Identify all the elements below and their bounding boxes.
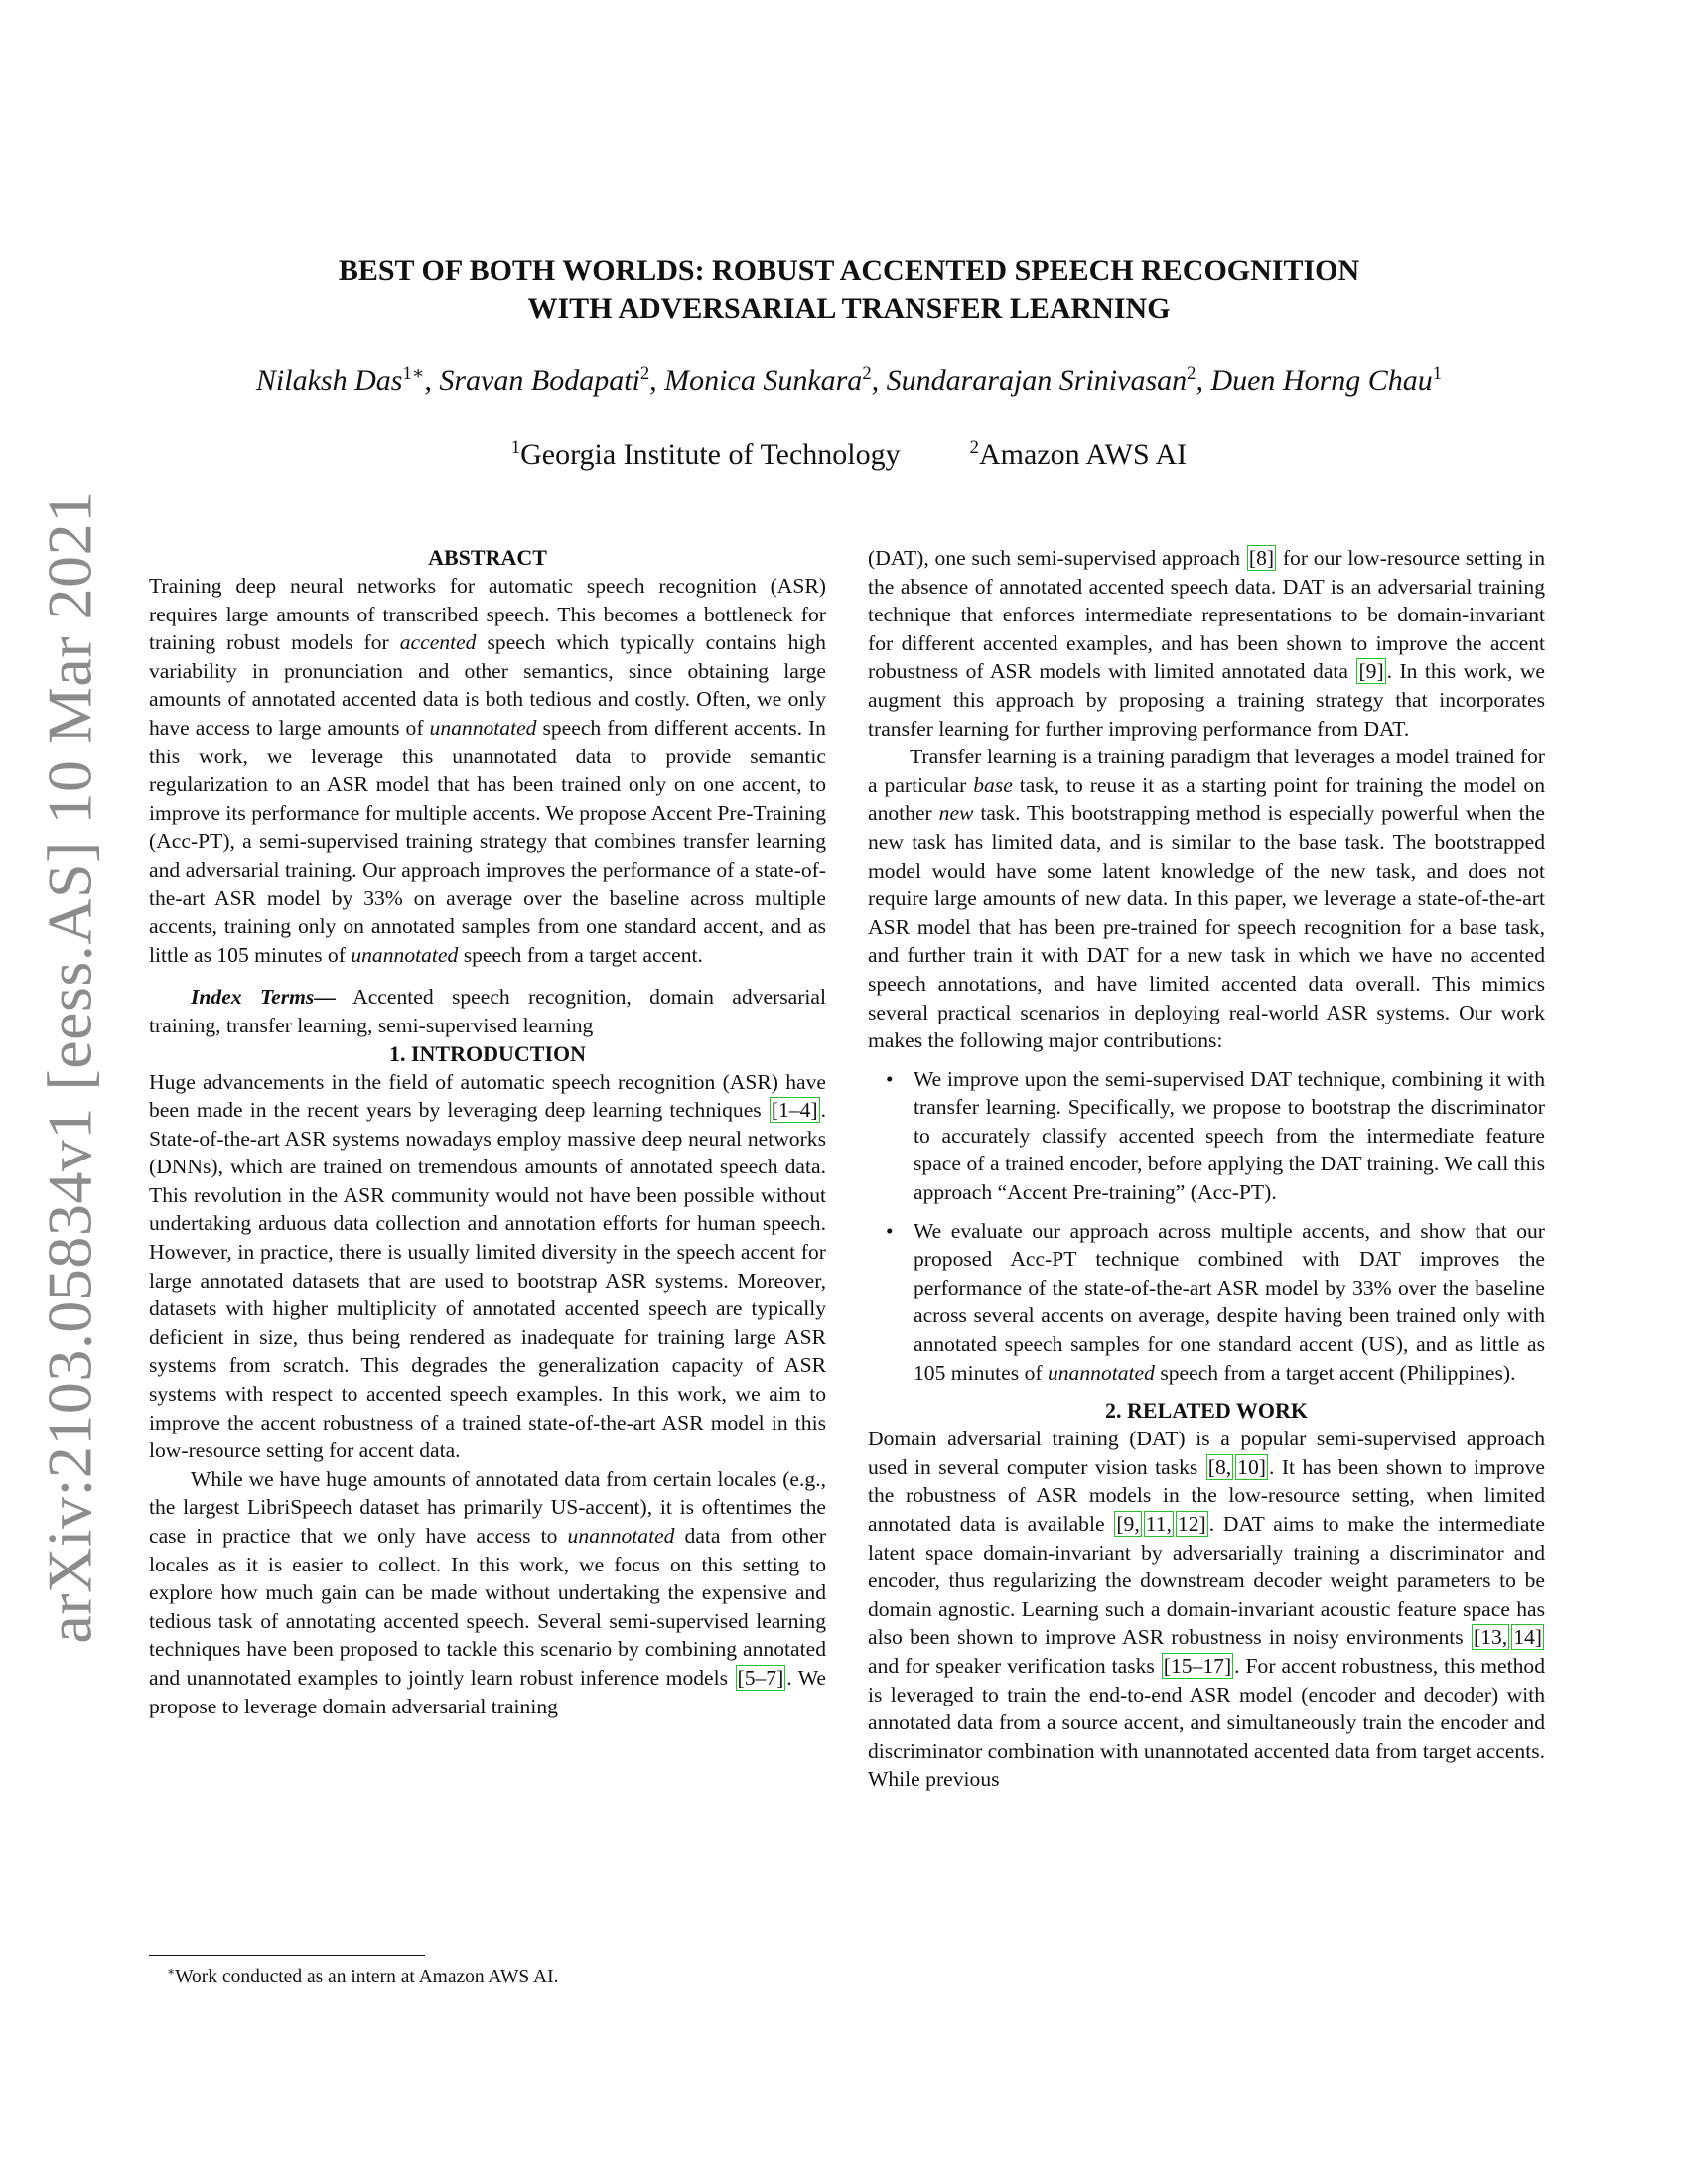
author-name: Monica Sunkara [664,364,863,397]
index-terms [149,983,826,1039]
citation-link[interactable]: [9] [1358,659,1384,684]
abstract-heading: ABSTRACT [428,545,547,570]
citation-link[interactable]: [15–17] [1163,1653,1232,1678]
citation-link[interactable]: 11, [1145,1512,1172,1536]
citation-link[interactable]: [5–7] [737,1665,784,1690]
contribution-list [868,1065,1545,1388]
citation-link[interactable]: [8, [1207,1454,1232,1479]
left-column [149,544,826,1720]
intro-paragraph-4: Transfer learning is a training paradigm that leverages a model trained for a particular base task, to reuse it as a starting point for training the model on another new task. This bootstrapping method is especially powerful when the new task has limited data, and is similar to the base task. The bootstrapped model would have some latent knowledge of the new task, and does not require large amounts of new data. In this paper, we leverage a state-of-the-art ASR model that has been pre-trained for speech recognition for a base task, and further train it with DAT for a new task in which we have no accented speech annotations, and have limited accented data overall. This mimics several practical scenarios in deploying real-world ASR systems. Our work makes the following major contributions: [868,745,1545,1053]
author-mark: 2 [862,363,872,384]
index-terms-label: Index Terms— [191,985,336,1010]
author-mark: 2 [639,363,650,384]
right-column [868,544,1545,1794]
author-name: Sravan Bodapati [439,364,640,397]
arxiv-identifier-text: arXiv:2103.05834v1 [eess.AS] 10 Mar 2021 [35,490,105,1644]
affiliation-name: Amazon AWS AI [978,438,1188,471]
author-name: Nilaksh Das [255,364,403,397]
related-work-paragraph: Domain adversarial training (DAT) is a popular semi-supervised approach used in several computer vision tasks [8, 10] . It has been shown to improve the robustness of ASR models in the low-resource setting, when limited annotated data is available [9, 11, 12] . DAT aims to make the intermediate latent space domain-invariant by adversarially training a discriminator and encoder, thus regularizing the downstream decoder weight parameters to be domain agnostic. Learning such a domain-invariant acoustic feature space has also been shown to improve ASR robustness in noisy environments [13, 14] and for speaker verification tasks [15–17] . For accent robustness, this method is leveraged to train the end-to-end ASR model (encoder and decoder) with annotated data from a source accent, and simultaneously train the encoder and discriminator combination with unannotated accented data from target accents. While previous [868,1427,1545,1792]
footnote-divider [149,1955,425,1956]
intro-paragraph-1: Huge advancements in the field of automatic speech recognition (ASR) have been made in the recent years by leveraging deep learning techniques [1–4] . State-of-the-art ASR systems nowadays employ massive deep neural networks (DNNs), which are trained on tremendous amounts of annotated speech data. This revolution in the ASR community would not have been possible without undertaking arduous data collection and annotation efforts for human speech. However, in practice, there is usually limited diversity in the speech accent for large annotated datasets that are used to bootstrap ASR systems. Moreover, datasets with higher multiplicity of annotated accented speech are typically deficient in size, thus being rendered as inadequate for training large ASR systems from scratch. This degrades the generalization capacity of ASR systems with respect to accented speech examples. In this work, we aim to improve the accent robustness of a trained state-of-the-art ASR model in this low-resource setting for accent data. [149,1069,826,1463]
affiliation-list [149,435,1549,475]
contribution-item: • We evaluate our approach across multiple accents, and show that our proposed Acc-PT technique combined with DAT improves the performance of the state-of-the-art ASR model by 33% over the baseline across several accents on average, despite having been trained only with annotated speech samples for one standard accent (US), and as little as 105 minutes of unannotated speech from a target accent (Philippines). [914,1217,1545,1388]
intro-paragraph-3: (DAT), one such semi-supervised approach [8] for our low-resource setting in the absence of annotated accented speech data. DAT is an adversarial training technique that enforces intermediate representations to be domain-invariant for different accented examples, and has been shown to improve the accent robustness of ASR models with limited annotated data [9] . In this work, we augment this approach by proposing a training strategy that incorporates transfer learning for further improving performance from DAT. [868,546,1545,741]
intro-paragraph-2: While we have huge amounts of annotated data from certain locales (e.g., the largest LibriSpeech dataset has primarily US-accent), it is oftentimes the case in practice that we only have access to unannotated data from other locales as it is easier to collect. In this work, we focus on this setting to explore how much gain can be made without undertaking the expensive and tedious task of annotating accented speech. Several semi-supervised learning techniques have been proposed to tackle this scenario by combining annotated and unannotated examples to jointly learn robust inference models [5–7] . We propose to leverage domain adversarial training [149,1466,826,1718]
footnote [167,1966,822,1989]
citation-link[interactable]: 14] [1513,1625,1542,1650]
author-mark: 2 [1187,363,1196,384]
affiliation-mark: 1 [510,437,521,458]
title-line-1: BEST OF BOTH WORLDS: ROBUST ACCENTED SPEECH RECOGNITION [338,254,1360,287]
index-terms-text: Accented speech recognition, domain adversarial training, transfer learning, semi-supervised learning [149,985,826,1037]
citation-link[interactable]: [9, [1116,1512,1140,1536]
author-name: Sundararajan Srinivasan [886,364,1188,397]
affiliation-mark: 2 [969,437,979,458]
affiliation-name: Georgia Institute of Technology [520,438,901,471]
citation-link[interactable]: 10] [1237,1454,1266,1479]
author-list: Nilaksh Das$^{1∗}$, Sravan Bodapati$^2$, Monica Sunkara$^2$, Sundararajan Srinivasan$^2$, Duen Horng Chau$^1$ [255,363,1443,397]
section-heading-introduction: 1. INTRODUCTION [388,1040,587,1066]
author-name: Duen Horng Chau [1210,364,1433,397]
citation-link[interactable]: 12] [1177,1512,1206,1536]
footnote-text: Work conducted as an intern at Amazon AWS AI. [175,1967,559,1987]
title-line-2: WITH ADVERSARIAL TRANSFER LEARNING [527,292,1171,325]
paper-title [149,252,1549,328]
arxiv-identifier [35,490,105,1644]
abstract-body: Training deep neural networks for automatic speech recognition (ASR) requires large amounts of transcribed speech. This becomes a bottleneck for training robust models for accented speech which typically contains high variability in pronunciation and other semantics, since obtaining large amounts of annotated accented data is both tedious and costly. Often, we only have access to large amounts of unannotated speech from different accents. In this work, we leverage this unannotated data to provide semantic regularization to an ASR model that has been trained only on one accent, to improve its performance for multiple accents. We propose Accent Pre-Training (Acc-PT), a semi-supervised training strategy that combines transfer learning and adversarial training. Our approach improves the performance of a state-of-the-art ASR model by 33% on average over the baseline across multiple accents, training only on annotated samples from one standard accent, and as little as 105 minutes of unannotated speech from a target accent. [149,574,826,967]
author-mark: 1 [1432,363,1443,384]
footnote-mark: ∗ [167,1964,176,1979]
section-heading-related-work: 2. RELATED WORK [1105,1398,1308,1424]
contribution-item: • We improve upon the semi-supervised DAT technique, combining it with transfer learning. Specifically, we propose to bootstrap the discriminator to accurately classify accented speech from the intermediate feature space of a trained encoder, before applying the DAT training. We call this approach “Accent Pre-training” (Acc-PT). [914,1065,1545,1207]
citation-link[interactable]: [1–4] [771,1098,818,1123]
author-mark: 1∗ [402,363,425,384]
citation-link[interactable]: [13, [1474,1625,1508,1650]
citation-link[interactable]: [8] [1248,546,1275,570]
